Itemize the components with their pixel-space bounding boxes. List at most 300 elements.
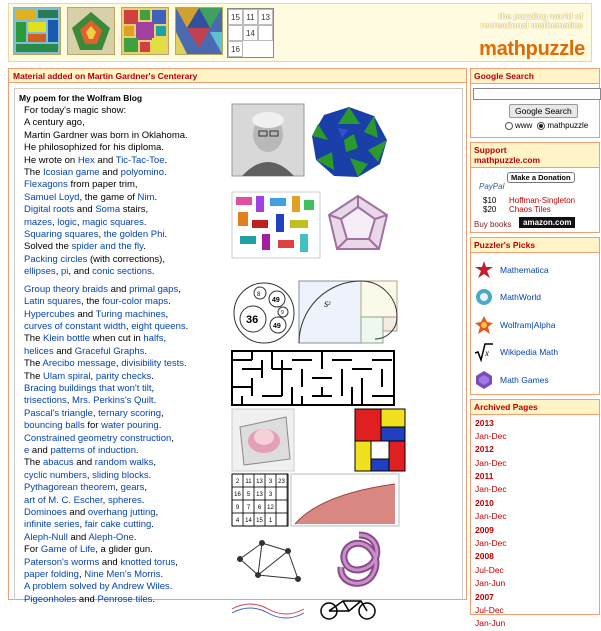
site-header — [8, 3, 592, 62]
sidebar — [470, 68, 600, 629]
poem-line — [24, 266, 234, 278]
poem-link[interactable]: Digital roots — [24, 204, 75, 216]
poem-text-segment: , — [144, 482, 148, 494]
poem-line — [24, 167, 234, 179]
poem-text-segment: He philosophized for his diploma. — [24, 142, 164, 154]
poem-link[interactable]: Dominoes — [24, 507, 67, 518]
chaos-tiles-link[interactable]: Hoffman-Singleton Chaos Tiles — [509, 196, 576, 214]
pick-wolfram-alpha[interactable] — [471, 311, 599, 339]
poem-text-segment: and — [74, 308, 96, 320]
bicycle-image[interactable] — [317, 597, 381, 622]
poem-link[interactable]: Graceful Graphs — [74, 345, 145, 357]
poem-text-segment: , — [165, 308, 169, 320]
tiling-pattern-thumbnail[interactable] — [67, 7, 115, 55]
magic-square-cell: 13 — [258, 9, 273, 25]
poem-line — [24, 192, 234, 204]
table-cell-number: 6 — [257, 505, 262, 511]
poem-line — [24, 445, 234, 457]
poem-text-segment: The — [24, 358, 43, 370]
poem-link[interactable]: Tic-Tac-Toe — [115, 154, 165, 166]
poem-line — [24, 179, 234, 191]
poem-line — [24, 229, 234, 241]
poem-text-segment: when cut in — [90, 333, 144, 345]
archive-range-link[interactable]: Jan-Dec — [475, 511, 507, 522]
poem-line — [24, 346, 234, 358]
poem-link[interactable]: polyomino — [120, 167, 164, 179]
poem-link[interactable]: Icosian game — [43, 167, 100, 179]
poem-link[interactable]: Hypercubes — [24, 308, 75, 320]
poem-link[interactable]: logic — [57, 216, 77, 228]
poem-text-segment: , — [178, 283, 181, 295]
poem-text-segment: , — [55, 266, 61, 278]
poem-text-segment: A century ago, — [24, 117, 85, 129]
poem-link[interactable]: Constrained geometry construction — [24, 432, 172, 444]
poem-text-segment: . — [164, 154, 168, 166]
table-cell-number: 3 — [268, 492, 273, 498]
magic-square-cell: 14 — [243, 25, 258, 41]
poem-text-segment: . — [133, 531, 137, 543]
poem-link[interactable]: Penrose tiles — [97, 593, 153, 605]
table-cell-number: 4 — [235, 518, 240, 524]
mathworld-icon — [474, 287, 494, 307]
poem-link[interactable]: Latin squares — [24, 296, 82, 308]
archive-range-link[interactable]: Jul-Dec — [475, 564, 504, 575]
poem-link[interactable]: Mrs. Perkins's Quilt — [72, 395, 154, 407]
poem-link[interactable]: helices — [24, 345, 54, 357]
google-search-panel — [470, 84, 600, 138]
poem-text-segment: , — [115, 358, 122, 370]
poem-link[interactable]: abacus — [43, 457, 74, 469]
poem-text-segment: Martin Gardner was born in Oklahoma. — [24, 129, 188, 141]
poem-link[interactable]: Ulam spiral — [43, 370, 91, 382]
mathematica-spikey-icon — [474, 260, 494, 280]
pick-math-games[interactable] — [471, 366, 599, 394]
price-20: $20 — [483, 205, 497, 214]
poem-text-segment: . — [148, 469, 152, 481]
poem-line — [24, 142, 234, 154]
table-cell-number: 2 — [235, 479, 240, 485]
poem-line — [24, 296, 234, 308]
poem-link[interactable]: fair cake cutting — [84, 519, 152, 531]
poem-text-segment: , — [98, 229, 104, 241]
poem-link[interactable]: spider and the fly — [71, 241, 144, 253]
circle-packing-image[interactable] — [232, 281, 296, 348]
tagline-line: recreational mathematics — [480, 20, 583, 30]
support-heading-line: mathpuzzle.com — [474, 155, 541, 165]
circle-label: 8 — [257, 292, 261, 298]
magic-square-cell — [258, 25, 273, 41]
poem-link[interactable]: Nim — [137, 191, 155, 203]
archive-range-link[interactable]: Jan-Dec — [475, 538, 507, 549]
penrose-sphere-image[interactable] — [308, 104, 390, 183]
poem-line — [24, 105, 234, 117]
poem-text-segment: for — [84, 420, 102, 432]
table-cell-number: 23 — [278, 479, 285, 485]
polyomino-pieces-image[interactable] — [232, 192, 320, 261]
poem-text-segment: Solved the — [24, 241, 72, 253]
poem-line — [24, 433, 234, 445]
archive-range-link[interactable]: Jan-Jun — [475, 618, 506, 629]
poem-text-segment: , — [161, 407, 164, 419]
poem-line — [24, 155, 234, 167]
poem-text-segment: and — [99, 556, 121, 568]
poem-text-segment: from paper trim, — [67, 179, 138, 191]
poem-line — [24, 557, 234, 569]
graph-network-image[interactable] — [232, 531, 304, 592]
pick-mathworld[interactable] — [471, 284, 599, 312]
pick-label: Mathematica — [500, 264, 549, 275]
archive-range-link[interactable]: Jan-Dec — [475, 430, 507, 441]
www-radio-label: www — [515, 121, 533, 130]
poem-text-segment: , — [78, 569, 85, 581]
poem-text-segment: (with corrections), — [87, 253, 165, 265]
search-input[interactable] — [473, 88, 601, 100]
archive-year: 2008 — [475, 551, 494, 562]
mathpuzzle-radio[interactable] — [537, 122, 545, 130]
poem-link[interactable]: Aleph-Null — [24, 531, 68, 543]
poem-line — [24, 284, 234, 296]
poem-text-segment: . — [141, 494, 145, 506]
poem-text-segment: and — [73, 457, 95, 469]
poem-text-segment: , — [79, 519, 85, 531]
poem-link[interactable]: knotted torus — [120, 556, 176, 568]
archived-pages-heading: Archived Pages — [470, 399, 600, 415]
poem-line — [24, 408, 234, 420]
poem-link[interactable]: sliding blocks — [92, 469, 149, 481]
poem-link[interactable]: conic sections — [92, 266, 152, 278]
poem-line — [24, 358, 234, 370]
google-search-button[interactable]: Google Search — [509, 104, 578, 118]
poem-line — [24, 371, 234, 383]
poem-text-segment: and — [99, 167, 121, 179]
site-tagline — [480, 12, 583, 30]
poem-line — [24, 569, 234, 581]
section-title: Material added on Martin Gardner's Centerary — [9, 69, 466, 83]
poem-link[interactable]: ternary scoring — [98, 407, 161, 419]
poem-text-segment: , — [90, 370, 96, 382]
poem-line — [24, 482, 234, 494]
magic-square-cell: 16 — [228, 41, 243, 57]
poem-text-segment: , — [155, 507, 159, 518]
poem-link[interactable]: paper folding — [24, 569, 79, 581]
poem-line — [24, 383, 234, 395]
poem-link[interactable]: curves of constant width — [24, 320, 126, 332]
poem-text-segment: , — [66, 395, 73, 407]
archive-range-link[interactable]: Jan-Jun — [475, 578, 506, 589]
circle-label: 36 — [246, 314, 259, 326]
poem-text-segment: . — [151, 266, 155, 278]
poem-line — [24, 333, 234, 345]
magic-square-cell — [228, 25, 243, 41]
table-cell-number: 7 — [246, 505, 251, 511]
poem-link[interactable]: Aleph-One — [88, 531, 134, 543]
poem-text-segment: He wrote on — [24, 154, 78, 166]
triangle-tiling-thumbnail[interactable] — [175, 7, 223, 55]
poem-link[interactable]: random walks — [94, 457, 154, 469]
poem-text-segment: and — [107, 283, 130, 295]
poem-text-segment: , — [102, 494, 108, 506]
poem-link[interactable]: water pouring — [101, 420, 159, 432]
poem-link[interactable]: Pigeonholes — [24, 593, 77, 605]
poem-line — [24, 581, 234, 593]
poem-link[interactable]: Group theory braids — [24, 283, 108, 295]
poem-link[interactable]: Hex — [77, 154, 95, 166]
poem-text-segment: . — [185, 320, 189, 332]
poem-text-segment: , — [151, 382, 155, 394]
martin-gardner-photo[interactable] — [232, 104, 304, 179]
poem-line — [24, 130, 234, 142]
poem-link[interactable]: pi — [60, 266, 69, 278]
poem-line — [24, 507, 234, 519]
poem-text-segment: For today's magic show: — [24, 105, 127, 116]
pick-label: Math Games — [500, 374, 549, 385]
poem-line — [24, 321, 234, 333]
poem-text-segment: . — [143, 241, 146, 253]
3d-graphics-image[interactable] — [232, 409, 294, 474]
poem-link[interactable]: Pythagorean theorem — [24, 482, 116, 494]
poem-link[interactable]: mazes — [24, 216, 52, 228]
puzzlers-picks-heading: Puzzler's Picks — [470, 237, 600, 253]
table-cell-number: 15 — [256, 518, 263, 524]
poem-line — [24, 519, 234, 531]
pick-label: Wolfram|Alpha — [500, 319, 556, 330]
wave-curves-image[interactable] — [232, 599, 304, 622]
poem-link[interactable]: art of M. C. Escher — [24, 494, 103, 506]
donate-button[interactable]: Make a Donation — [507, 172, 575, 183]
poem-link[interactable]: four-color maps — [102, 296, 169, 308]
support-heading-line: Support — [474, 145, 507, 155]
table-cell-number: 3 — [268, 479, 273, 485]
poem-text-segment: For — [24, 544, 41, 556]
golden-spiral-image[interactable] — [299, 281, 399, 348]
circle-label: 9 — [281, 310, 284, 316]
archive-year: 2011 — [475, 471, 494, 482]
poem-text-segment: , — [163, 333, 167, 345]
growth-curve-image[interactable] — [291, 474, 399, 529]
table-cell-number: 13 — [256, 479, 263, 485]
poem-text-segment: , — [86, 469, 93, 481]
pick-mathematica[interactable] — [471, 256, 599, 284]
support-heading[interactable] — [470, 142, 600, 168]
table-cell-number: 13 — [256, 492, 263, 498]
pick-wikipedia-math[interactable] — [471, 339, 599, 367]
poem-link[interactable]: Bracing buildings that won't tilt — [24, 382, 152, 394]
archive-range-link[interactable]: Jul-Dec — [475, 604, 504, 615]
poem-line — [24, 117, 234, 129]
poem-link[interactable]: Game of Life — [40, 544, 96, 556]
poem-text-segment: . — [153, 395, 157, 407]
poem-text-segment: , a glider gun. — [95, 544, 153, 556]
archive-year: 2009 — [475, 524, 494, 535]
poem-line — [24, 309, 234, 321]
magic-square-cell: 15 — [228, 9, 243, 25]
pick-label: Wikipedia Math — [500, 347, 559, 358]
poem-line — [24, 532, 234, 544]
poem-text-segment: , the game of — [79, 191, 138, 203]
poem-text-segment: . — [152, 593, 155, 605]
poem-text-segment: . — [184, 358, 187, 370]
poem-link[interactable]: eight queens — [131, 320, 186, 332]
poem-text-segment: . — [169, 581, 173, 593]
poem-line — [24, 457, 234, 469]
poem-text-segment: . — [160, 569, 164, 581]
poem-text-segment: The — [24, 333, 44, 345]
poem-text-segment: and — [53, 345, 75, 357]
poem-link[interactable]: Turing machines — [95, 308, 166, 320]
poem-text-segment: and — [67, 531, 89, 543]
poem-link[interactable]: infinite series — [24, 519, 80, 531]
poem-text-segment: . — [143, 216, 147, 228]
square-dissection-thumbnail[interactable] — [121, 7, 169, 55]
poem-link[interactable]: primal gaps — [129, 283, 179, 295]
poem-line — [24, 254, 234, 266]
poem-link[interactable]: Squaring squares — [24, 229, 99, 241]
number-table-image[interactable] — [232, 474, 288, 529]
poem-line — [24, 544, 234, 556]
support-panel — [470, 168, 600, 233]
poem-text-segment: , — [125, 320, 132, 332]
archive-year: 2013 — [475, 417, 494, 428]
archive-range-link[interactable]: Jan-Dec — [475, 484, 507, 495]
poem-text-segment: , — [115, 482, 121, 494]
poem-title: My poem for the Wolfram Blog — [19, 93, 143, 103]
math-games-icon — [474, 370, 494, 390]
poem-link[interactable]: Arecibo message — [42, 358, 116, 370]
poem-text-segment: , and — [68, 266, 93, 278]
poem-text-segment: . — [144, 345, 148, 357]
poem-text-segment: , — [51, 216, 58, 228]
poem-line — [24, 395, 234, 407]
poem-link[interactable]: Soma — [95, 204, 121, 216]
buy-books-label: Buy books — [474, 220, 512, 229]
poem-text-segment: and — [29, 444, 51, 456]
poem-text-segment: . — [136, 444, 139, 456]
sqrt-x-icon — [474, 342, 494, 362]
table-cell-number: 5 — [246, 492, 251, 498]
table-cell-number: 9 — [235, 505, 240, 511]
poem-link[interactable]: Paterson's worms — [24, 556, 100, 568]
archive-year: 2007 — [475, 591, 494, 602]
archive-range-link[interactable]: Jan-Dec — [475, 457, 507, 468]
knot-image[interactable] — [329, 529, 389, 592]
poem-text-segment: The — [24, 167, 44, 179]
poem-link[interactable]: Pascal's triangle — [24, 407, 93, 419]
poem-link[interactable]: Packing circles — [24, 253, 88, 265]
maze-grid-image[interactable] — [232, 351, 394, 408]
table-cell-number: 12 — [267, 505, 274, 511]
poem-text-segment: stairs, — [120, 204, 149, 216]
golden-area-label: S² — [324, 300, 331, 309]
poem-box — [14, 88, 463, 605]
poem-link[interactable]: Klein bottle — [43, 333, 91, 345]
poem-text — [24, 105, 234, 606]
archived-pages-panel — [470, 415, 600, 629]
table-cell-number: 14 — [245, 518, 252, 524]
poem-text-segment: and — [74, 204, 96, 216]
table-cell-number: 1 — [268, 518, 273, 524]
table-cell-number: 16 — [234, 492, 241, 498]
mathpuzzle-radio-label: mathpuzzle — [547, 121, 589, 130]
poem-text-segment: and — [76, 593, 98, 605]
poem-link[interactable]: bouncing balls — [24, 420, 85, 432]
poem-text-segment: , the — [81, 296, 103, 308]
circle-label: 49 — [272, 297, 280, 304]
poem-link[interactable]: cyclic numbers — [24, 469, 87, 481]
google-search-heading: Google Search — [470, 68, 600, 84]
poem-link[interactable]: Nine Men's Morris — [84, 569, 161, 581]
tagline-line: the puzzling world of — [498, 11, 583, 21]
poem-link[interactable]: patterns of induction — [50, 444, 136, 456]
poem-text-segment: . — [151, 370, 154, 382]
poem-link[interactable]: overhang jutting — [87, 507, 156, 518]
poem-line — [24, 420, 234, 432]
svg-text:x: x — [485, 348, 489, 359]
table-cell-number: 11 — [245, 479, 252, 485]
archive-year: 2012 — [475, 444, 494, 455]
squared-rectangle-image[interactable] — [355, 409, 405, 474]
poem-link[interactable]: parity checks — [95, 370, 152, 382]
poem-text-segment: The — [24, 370, 44, 382]
poem-link[interactable]: gears — [120, 482, 145, 494]
poem-text-segment: , — [171, 432, 174, 444]
wolfram-alpha-icon — [474, 315, 494, 335]
poem-link[interactable]: ellipses — [24, 266, 56, 278]
magic-square-cell: 11 — [243, 9, 258, 25]
poem-link[interactable]: halfs — [143, 333, 164, 345]
poem-link[interactable]: e — [24, 444, 30, 456]
poem-link[interactable]: Flexagons — [24, 179, 68, 191]
poem-link[interactable]: divisibility tests — [121, 358, 185, 370]
polyomino-tiling-thumbnail[interactable] — [13, 7, 61, 55]
poem-link[interactable]: the golden Phi — [103, 229, 165, 241]
poem-text-segment: The — [24, 457, 44, 469]
poem-text-segment: , — [153, 457, 157, 469]
poem-text-segment: . — [154, 191, 158, 203]
price-10: $10 — [483, 196, 497, 205]
poem-line — [24, 495, 234, 507]
magic-square-thumbnail[interactable] — [227, 8, 274, 58]
poem-text-segment: , — [175, 556, 178, 568]
dodecahedron-frame-image[interactable] — [323, 193, 393, 260]
poem-text-segment: and — [66, 507, 88, 518]
poem-text-segment: . — [164, 229, 168, 241]
poem-text-segment: . — [151, 519, 154, 531]
puzzlers-picks-panel — [470, 253, 600, 395]
pick-label: MathWorld — [500, 292, 541, 303]
archive-year: 2010 — [475, 497, 494, 508]
poem-link[interactable]: spheres — [107, 494, 142, 506]
poem-text-segment: . — [168, 296, 171, 308]
poem-text-segment: . — [158, 420, 162, 432]
poem-link[interactable]: magic squares — [82, 216, 144, 228]
www-radio[interactable] — [505, 122, 513, 130]
poem-line — [24, 241, 234, 253]
poem-text-segment: , — [92, 407, 99, 419]
circle-label: 49 — [273, 323, 281, 330]
poem-line — [24, 470, 234, 482]
poem-line — [24, 217, 234, 229]
poem-line — [24, 204, 234, 216]
poem-link[interactable]: Samuel Loyd — [24, 191, 80, 203]
paypal-logo: PayPal — [479, 182, 505, 191]
poem-text-segment: . — [163, 167, 167, 179]
poem-line — [24, 594, 234, 606]
site-logo[interactable]: mathpuzzle — [479, 38, 585, 60]
poem-link[interactable]: trisections — [24, 395, 67, 407]
poem-link[interactable]: A problem solved by Andrew Wiles — [24, 581, 170, 593]
poem-text-segment: and — [94, 154, 116, 166]
amazon-logo[interactable]: amazon.com — [519, 217, 575, 228]
